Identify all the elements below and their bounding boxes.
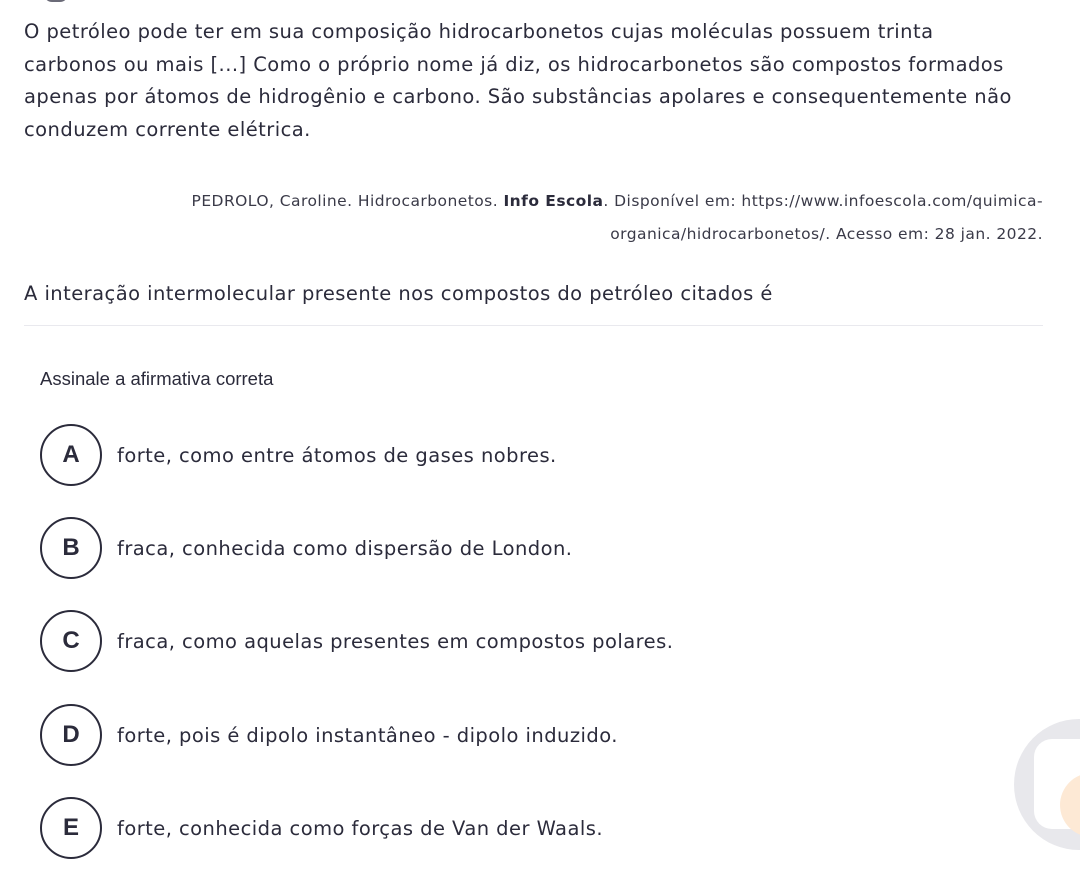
option-letter-badge[interactable]: A bbox=[40, 424, 102, 486]
option-letter-badge[interactable]: E bbox=[40, 797, 102, 859]
floating-action-widget bbox=[1014, 719, 1080, 850]
option-letter-badge[interactable]: B bbox=[40, 517, 102, 579]
floating-action-panel bbox=[1034, 739, 1080, 829]
option-text[interactable]: fraca, conhecida como dispersão de London. bbox=[117, 536, 573, 560]
option-d[interactable] bbox=[40, 704, 618, 766]
scroll-top-button[interactable] bbox=[1060, 773, 1080, 837]
citation bbox=[103, 185, 1043, 251]
option-e[interactable] bbox=[40, 797, 603, 859]
option-letter-badge[interactable]: D bbox=[40, 704, 102, 766]
citation-suffix: . Disponível em: https://www.infoescola.com/quimica-organica/hidrocarbonetos/. Acesso em: 28 jan. 2022. bbox=[603, 192, 1043, 243]
option-c[interactable] bbox=[40, 610, 673, 672]
option-letter-badge[interactable]: C bbox=[40, 610, 102, 672]
option-text[interactable]: fraca, como aquelas presentes em compostos polares. bbox=[117, 629, 674, 653]
scroll-hint-arc bbox=[44, 0, 68, 2]
question-stem: A interação intermolecular presente nos compostos do petróleo citados é bbox=[24, 282, 773, 305]
instruction-label: Assinale a afirmativa correta bbox=[40, 368, 274, 389]
passage-text: O petróleo pode ter em sua composição hidrocarbonetos cujas moléculas possuem trinta carbonos ou mais [...] Como o próprio nome já diz, os hidrocarbonetos são compostos formados apenas por átomos de hidrogênio e carbono. São substâncias apolares e consequentemente não conduzem corrente elétrica. bbox=[24, 20, 1012, 142]
option-a[interactable] bbox=[40, 424, 557, 486]
option-text[interactable]: forte, pois é dipolo instantâneo - dipolo induzido. bbox=[117, 723, 618, 747]
citation-prefix: PEDROLO, Caroline. Hidrocarbonetos. bbox=[191, 192, 504, 210]
divider bbox=[24, 325, 1043, 326]
option-b[interactable] bbox=[40, 517, 572, 579]
option-text[interactable]: forte, conhecida como forças de Van der Waals. bbox=[117, 816, 603, 840]
citation-source: Info Escola bbox=[503, 192, 604, 210]
option-text[interactable]: forte, como entre átomos de gases nobres. bbox=[117, 443, 557, 467]
